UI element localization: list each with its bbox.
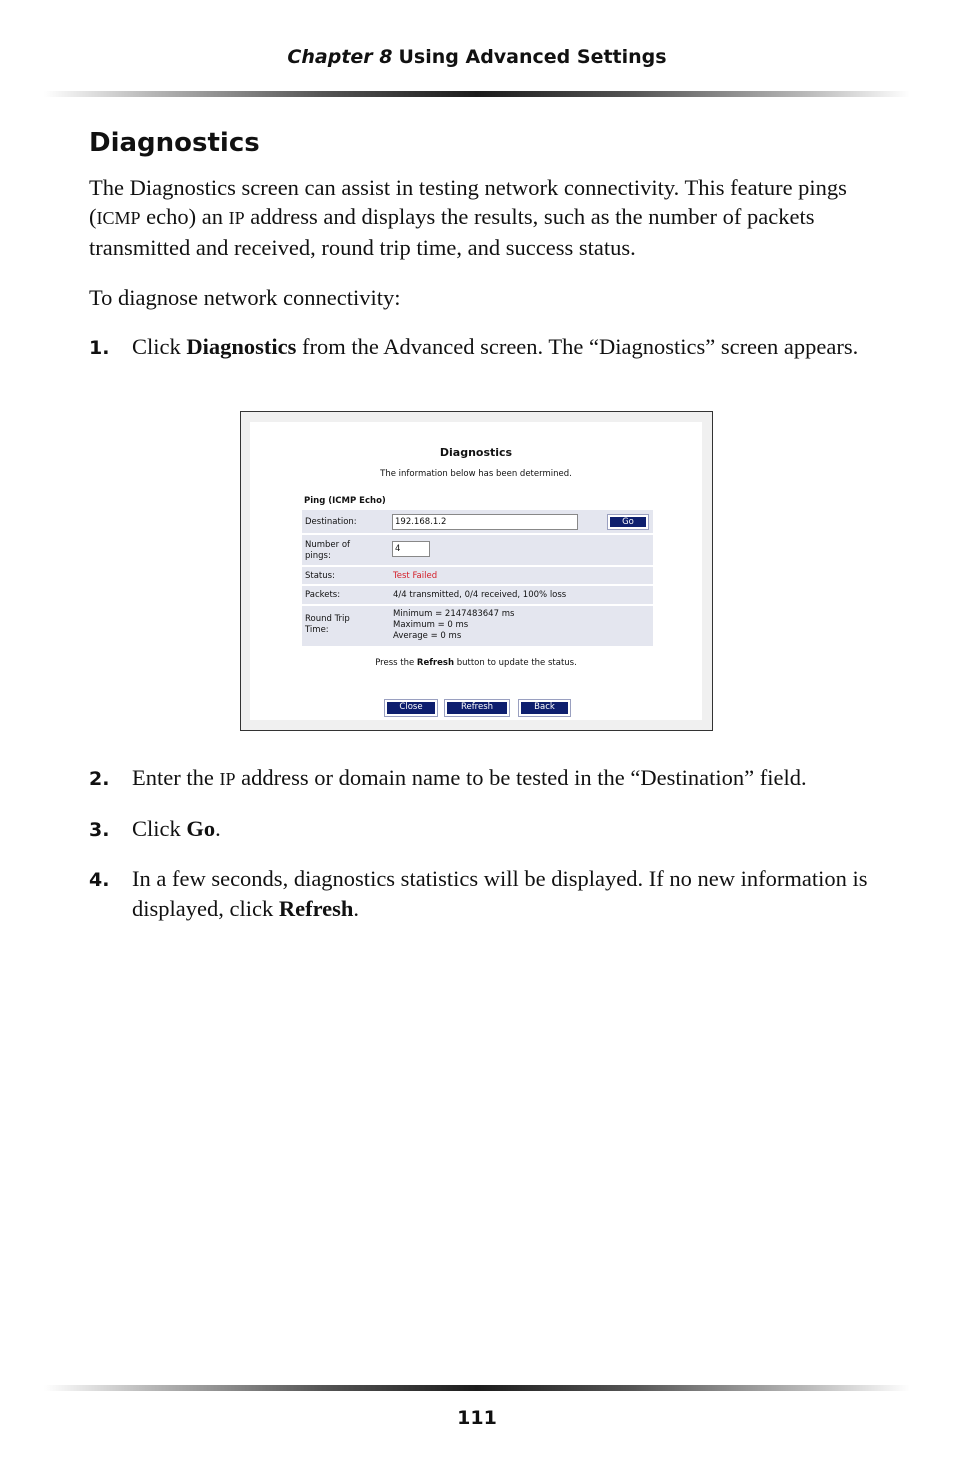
step-text: Enter the xyxy=(132,765,220,790)
rtt-label-2: Time: xyxy=(305,625,329,635)
pings-label-1: Number of xyxy=(305,540,351,550)
packets-row xyxy=(302,586,653,606)
hint-text: Press the xyxy=(375,658,417,668)
footer-divider xyxy=(44,1385,910,1391)
rtt-label-1: Round Trip xyxy=(305,614,350,624)
rtt-minimum: Minimum = 2147483647 ms xyxy=(393,609,515,619)
step-number: 3. xyxy=(89,819,110,841)
packets-value: 4/4 transmitted, 0/4 received, 100% loss xyxy=(393,590,567,600)
hint-bold: Refresh xyxy=(416,658,454,668)
pings-input[interactable]: 4 xyxy=(392,541,430,557)
step-3 xyxy=(89,814,879,844)
step-number: 2. xyxy=(89,768,110,790)
intro-ip: IP xyxy=(228,208,245,228)
header-divider xyxy=(44,91,910,97)
intro-text-2: echo) an xyxy=(140,204,229,229)
panel-subtitle: The information below has been determined. xyxy=(380,469,572,479)
round-trip-row xyxy=(302,606,653,648)
step-number: 4. xyxy=(89,869,110,891)
rtt-maximum: Maximum = 0 ms xyxy=(393,620,469,630)
diagnostics-panel xyxy=(250,422,702,720)
intro-text-3: address and displays the results, such as the number of packets transmitted and received, round trip time, and success status. xyxy=(89,204,815,260)
destination-row xyxy=(302,510,653,535)
intro-paragraph xyxy=(89,173,869,262)
step-text: Click xyxy=(132,816,187,841)
step-text: from the Advanced screen. The “Diagnostics” screen appears. xyxy=(296,334,859,359)
packets-label: Packets: xyxy=(305,590,341,600)
close-button[interactable]: Close xyxy=(385,700,437,716)
pings-label-2: pings: xyxy=(305,551,331,561)
ping-heading: Ping (ICMP Echo) xyxy=(304,496,386,506)
step-text: Click xyxy=(132,334,187,359)
step-2 xyxy=(89,763,879,795)
step-bold: Refresh xyxy=(278,895,354,921)
hint-text: button to update the status. xyxy=(454,658,577,668)
page-number: 111 xyxy=(457,1407,497,1429)
intro-icmp: ICMP xyxy=(96,208,141,228)
back-button[interactable]: Back xyxy=(519,700,570,716)
destination-input[interactable]: 192.168.1.2 xyxy=(392,514,578,530)
chapter-label: Chapter 8 xyxy=(287,46,393,68)
step-text: In a few seconds, diagnostics statistics will be displayed. If no new information is displayed, click xyxy=(132,866,868,921)
step-ip: IP xyxy=(219,769,236,789)
step-text: . xyxy=(353,895,360,921)
status-row xyxy=(302,567,653,586)
refresh-hint xyxy=(250,658,702,668)
refresh-button[interactable]: Refresh xyxy=(445,700,509,716)
running-header xyxy=(0,46,954,68)
intro-text-1: The Diagnostics screen can assist in testing network connectivity. This feature pings ( xyxy=(89,175,847,229)
step-bold: Go xyxy=(186,816,216,841)
step-bold: Diagnostics xyxy=(186,334,297,359)
step-1 xyxy=(89,332,879,362)
step-text: address or domain name to be tested in the “Destination” field. xyxy=(235,765,807,790)
diagnostics-screenshot xyxy=(240,411,713,731)
step-4 xyxy=(89,864,879,923)
rtt-average: Average = 0 ms xyxy=(393,631,462,641)
chapter-title: Using Advanced Settings xyxy=(398,46,667,68)
go-button[interactable]: Go xyxy=(608,515,648,529)
pings-row xyxy=(302,535,653,567)
section-heading: Diagnostics xyxy=(89,128,260,158)
lead-in-paragraph: To diagnose network connectivity: xyxy=(89,285,401,310)
status-label: Status: xyxy=(305,571,335,581)
status-value: Test Failed xyxy=(393,571,438,581)
panel-title: Diagnostics xyxy=(439,446,513,459)
destination-label: Destination: xyxy=(305,517,357,527)
step-text: . xyxy=(215,816,221,841)
step-number: 1. xyxy=(89,337,110,359)
